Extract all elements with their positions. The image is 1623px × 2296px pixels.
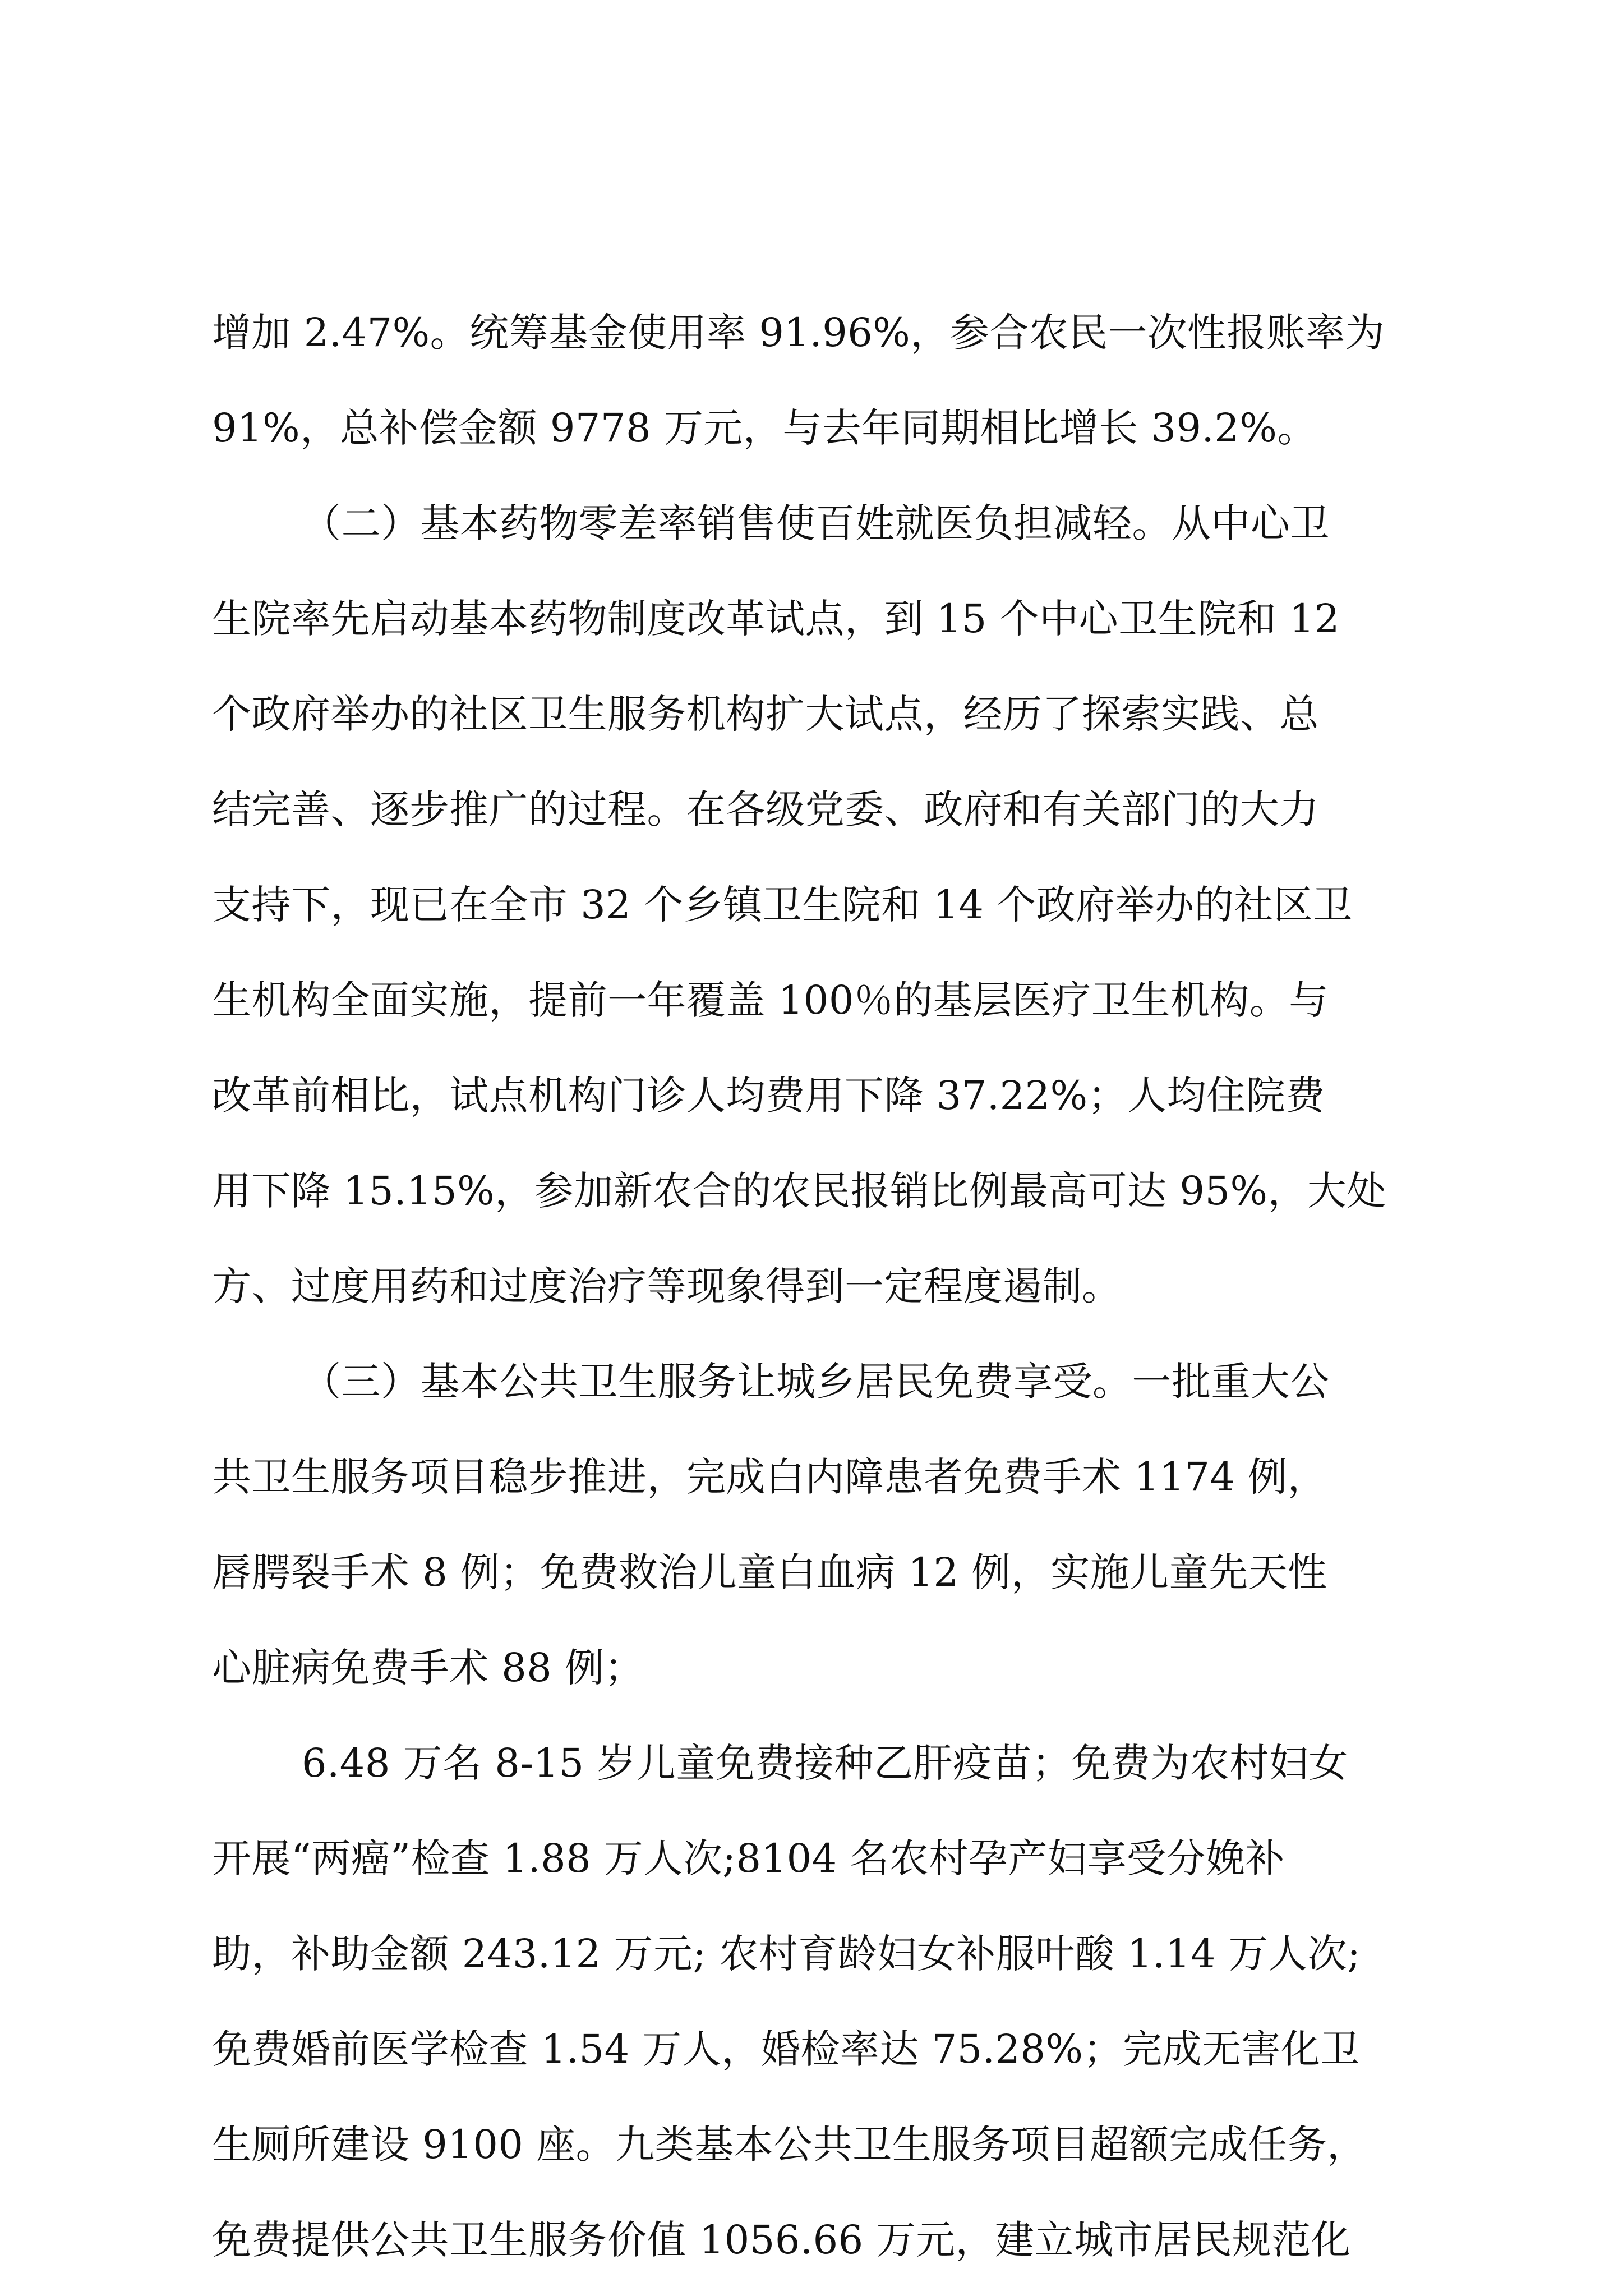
text-line: 生院率先启动基本药物制度改革试点，到 15 个中心卫生院和 12 xyxy=(212,596,1340,642)
text-line: 生厕所建设 9100 座。九类基本公共卫生服务项目超额完成任务， xyxy=(212,2122,1367,2168)
text-line: 生机构全面实施，提前一年覆盖 100％的基层医疗卫生机构。与 xyxy=(212,977,1329,1023)
text-line: 个政府举办的社区卫生服务机构扩大试点，经历了探索实践、总 xyxy=(212,691,1319,737)
text-line: 用下降 15.15%，参加新农合的农民报销比例最高可达 95%，大处 xyxy=(212,1168,1386,1214)
text-line: 增加 2.47%。统筹基金使用率 91.96%，参合农民一次性报账率为 xyxy=(212,310,1385,356)
text-line: （二）基本药物零差率销售使百姓就医负担减轻。从中心卫 xyxy=(302,500,1330,546)
text-line: 方、过度用药和过度治疗等现象得到一定程度遏制。 xyxy=(212,1263,1122,1309)
text-line: 6.48 万名 8-15 岁儿童免费接种乙肝疫苗；免费为农村妇女 xyxy=(302,1740,1348,1786)
text-line: 91%，总补偿金额 9778 万元，与去年同期相比增长 39.2%。 xyxy=(212,405,1317,451)
text-line: 改革前相比，试点机构门诊人均费用下降 37.22%；人均住院费 xyxy=(212,1073,1325,1119)
text-line: 唇腭裂手术 8 例；免费救治儿童白血病 12 例，实施儿童先天性 xyxy=(212,1549,1327,1595)
text-line: 共卫生服务项目稳步推进，完成白内障患者免费手术 1174 例， xyxy=(212,1454,1327,1500)
text-line: 结完善、逐步推广的过程。在各级党委、政府和有关部门的大力 xyxy=(212,786,1319,832)
text-line: 心脏病免费手术 88 例； xyxy=(212,1645,644,1691)
text-line: 免费婚前医学检查 1.54 万人，婚检率达 75.28%；完成无害化卫 xyxy=(212,2026,1361,2072)
text-line: 免费提供公共卫生服务价值 1056.66 万元，建立城市居民规范化 xyxy=(212,2217,1351,2263)
text-line: 开展“两癌”检查 1.88 万人次;8104 名农村孕产妇享受分娩补 xyxy=(212,1835,1285,1881)
text-line: （三）基本公共卫生服务让城乡居民免费享受。一批重大公 xyxy=(302,1359,1330,1405)
text-line: 助，补助金额 243.12 万元; 农村育龄妇女补服叶酸 1.14 万人次; xyxy=(212,1931,1361,1977)
text-line: 支持下，现已在全市 32 个乡镇卫生院和 14 个政府举办的社区卫 xyxy=(212,882,1353,928)
